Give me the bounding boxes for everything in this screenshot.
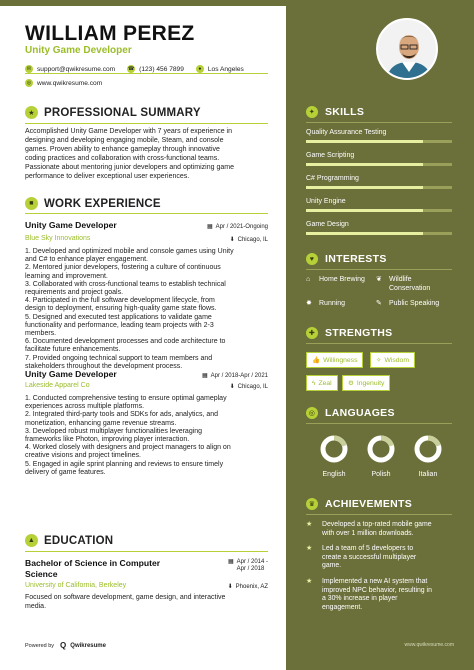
skill-bar-fill bbox=[306, 209, 423, 212]
list-item: experiences across multiple platforms. bbox=[25, 403, 145, 411]
achievement-item: ★ Implemented a new AI system that improved NPC behavior, resulting in a 30% increase in player engagement. bbox=[306, 578, 432, 611]
phone-text: (123) 456 7899 bbox=[139, 65, 184, 73]
list-item: and C# to enhance player engagement. bbox=[25, 256, 148, 264]
trophy-icon: ♛ bbox=[306, 498, 318, 510]
strengths-heading: ✚ STRENGTHS bbox=[306, 327, 392, 339]
language-level-donut bbox=[414, 435, 442, 463]
footer-brand[interactable]: Qwikresume bbox=[70, 642, 106, 649]
experience-divider bbox=[25, 213, 268, 214]
achievement-item: ★ Developed a top-rated mobile game with over 1 million downloads. bbox=[306, 521, 432, 537]
globe-icon: ◎ bbox=[26, 80, 32, 86]
list-item: 4. Participated in the full software development lifecycle, from bbox=[25, 297, 215, 305]
globe-icon: ◎ bbox=[306, 407, 318, 419]
email-icon: ✉ bbox=[26, 66, 32, 72]
skill-label: Game Design bbox=[306, 221, 349, 228]
list-item: 3. Developed robust multiplayer functionalities leveraging bbox=[25, 427, 203, 435]
skill-bar bbox=[306, 209, 452, 212]
interest-home-brewing: ⌂ Home Brewing bbox=[306, 276, 365, 283]
thumbs-up-icon: ★ bbox=[306, 521, 313, 528]
calendar-icon: ▦ bbox=[227, 559, 234, 565]
job-2-title: Unity Game Developer bbox=[25, 369, 117, 379]
interest-public-speaking: ✎ Public Speaking bbox=[376, 300, 440, 307]
footer-site[interactable]: www.qwikresume.com bbox=[404, 642, 454, 648]
contact-row-1 bbox=[25, 65, 256, 73]
briefcase-icon: ■ bbox=[25, 197, 38, 210]
strength-tag: ⚙ Ingenuity bbox=[342, 375, 390, 391]
profile-photo bbox=[376, 18, 438, 80]
list-item: design to deployment, ensuring high-quality game state flows. bbox=[25, 305, 217, 313]
interest-running: ✸ Running bbox=[306, 300, 346, 307]
list-item: 2. Integrated third-party tools and SDKs for ads, analytics, and bbox=[25, 411, 219, 419]
job-1-dates: ▦ Apr / 2021-Ongoing bbox=[206, 223, 268, 230]
qwikresume-logo-icon: Q bbox=[60, 641, 67, 650]
website-text: www.qwikresume.com bbox=[37, 79, 103, 87]
lightbulb-icon: ✧ bbox=[376, 357, 382, 364]
job-1-title: Unity Game Developer bbox=[25, 220, 117, 230]
languages-heading: ◎ LANGUAGES bbox=[306, 407, 395, 419]
candidate-name: WILLIAM PEREZ bbox=[25, 22, 195, 45]
list-item: 1. Conducted comprehensive testing to ensure optimal gameplay bbox=[25, 395, 227, 402]
list-item: 3. Collaborated with cross-functional teams to establish technical bbox=[25, 280, 226, 288]
interest-wildlife: ❦ Wildlife Conservation bbox=[376, 276, 431, 292]
education-divider bbox=[25, 551, 268, 552]
list-item: creative visions and project timelines. bbox=[25, 452, 141, 460]
list-item: members. bbox=[25, 330, 57, 338]
skill-label: Game Scripting bbox=[306, 152, 355, 159]
strength-icon: ✚ bbox=[306, 327, 318, 339]
location-text: Los Angeles bbox=[207, 65, 244, 73]
wildlife-icon: ❦ bbox=[376, 276, 382, 283]
skill-bar bbox=[306, 232, 452, 235]
list-item: 5. Designed and executed test applications to validate game bbox=[25, 313, 212, 321]
achievements-heading: ♛ ACHIEVEMENTS bbox=[306, 498, 412, 510]
skills-heading: ✦ SKILLS bbox=[306, 106, 364, 118]
achievement-item: ★ Led a team of 5 developers to create a successful multiplayer game. bbox=[306, 545, 417, 570]
thumbs-up-icon: 👍 bbox=[312, 357, 321, 364]
public-speaking-icon: ✎ bbox=[376, 300, 382, 307]
footer: Powered by Q Qwikresume bbox=[25, 641, 106, 650]
achievements-divider bbox=[306, 514, 452, 515]
location-icon: ● bbox=[196, 65, 204, 73]
thumbs-up-icon: ★ bbox=[306, 578, 313, 585]
pin-icon: ⬇ bbox=[227, 584, 233, 590]
heart-icon: ♥ bbox=[306, 253, 318, 265]
email-text: support@qwikresume.com bbox=[37, 65, 116, 73]
contact-email[interactable] bbox=[25, 65, 115, 73]
language-level-donut bbox=[320, 435, 348, 463]
strength-tag: ϟ Zeal bbox=[306, 375, 338, 391]
language-label: English bbox=[322, 471, 346, 478]
strength-tag: ✧ Wisdom bbox=[370, 352, 415, 368]
skill-bar-fill bbox=[306, 232, 423, 235]
list-item: 6. Documented development processes and code architecture to bbox=[25, 338, 226, 346]
education-location: ⬇ Phoenix, AZ bbox=[227, 583, 268, 590]
lightbulb-icon: ✦ bbox=[306, 106, 318, 118]
skill-label: Quality Assurance Testing bbox=[306, 129, 387, 136]
skill-bar-fill bbox=[306, 163, 423, 166]
skill-bar bbox=[306, 140, 452, 143]
skill-bar-fill bbox=[306, 186, 423, 189]
home-brewing-icon: ⌂ bbox=[306, 276, 311, 283]
job-2-company: Lakeside Apparel Co bbox=[25, 382, 90, 389]
language-label: Polish bbox=[371, 471, 391, 478]
degree: Bachelor of Science in Computer Science bbox=[25, 558, 161, 579]
list-item: stakeholders throughout the development process. bbox=[25, 362, 183, 370]
job-2-duties bbox=[25, 395, 275, 477]
summary-heading: ★ PROFESSIONAL SUMMARY bbox=[25, 106, 201, 119]
skill-bar bbox=[306, 163, 452, 166]
contact-website[interactable] bbox=[25, 79, 102, 87]
education-focus: Focused on software development, game design, and interactive media. bbox=[25, 594, 226, 610]
list-item: 5. Engaged in agile sprint planning and reviews to ensure timely bbox=[25, 460, 224, 468]
list-item: facilitate future enhancements. bbox=[25, 346, 121, 354]
job-1-duties bbox=[25, 248, 275, 371]
languages-divider bbox=[306, 423, 452, 424]
skill-bar bbox=[306, 186, 452, 189]
list-item: frameworks like Photon, improving player interaction. bbox=[25, 436, 190, 444]
education-heading: ▲ EDUCATION bbox=[25, 534, 113, 547]
graduation-cap-icon: ▲ bbox=[25, 534, 38, 547]
list-item: requirements and project goals. bbox=[25, 289, 124, 297]
summary-text: Accomplished Unity Game Developer with 7 years of experience in designing and developing engaging mobile, Steam, and console games. Proven ability to enhance gameplay through innovative coding practices and collaboration with cross-functional teams. Passionate about mentoring junior developers and optimizing game performance to deliver exceptional user experiences. bbox=[25, 128, 234, 180]
list-item: 4. Worked closely with designers and project managers to align on bbox=[25, 444, 231, 452]
calendar-icon: ▦ bbox=[201, 373, 208, 379]
skill-label: Unity Engine bbox=[306, 198, 346, 205]
school: University of California, Berkeley bbox=[25, 582, 127, 589]
list-item: monetization, enhancing game revenue streams. bbox=[25, 419, 177, 427]
list-item: learning and improvement. bbox=[25, 272, 108, 280]
calendar-icon: ▦ bbox=[206, 224, 213, 230]
list-item: 2. Mentored junior developers, fostering a culture of continuous bbox=[25, 264, 221, 272]
pin-icon: ⬇ bbox=[229, 237, 235, 243]
list-item: delivery of game features. bbox=[25, 468, 106, 476]
contact-row-2 bbox=[25, 79, 114, 87]
pin-icon: ⬇ bbox=[229, 384, 235, 390]
skills-divider bbox=[306, 122, 452, 123]
summary-divider bbox=[25, 123, 268, 124]
contact-phone[interactable] bbox=[127, 65, 184, 73]
skill-bar-fill bbox=[306, 140, 423, 143]
skill-label: C# Programming bbox=[306, 175, 359, 182]
list-item: 1. Developed and optimized mobile and console games using Unity bbox=[25, 248, 234, 255]
language-label: Italian bbox=[418, 471, 438, 478]
job-1-location: ⬇ Chicago, IL bbox=[229, 236, 268, 243]
language-level-donut bbox=[367, 435, 395, 463]
interests-divider bbox=[306, 269, 452, 270]
header-divider bbox=[25, 73, 268, 74]
list-item: 7. Provided ongoing technical support to team members and bbox=[25, 354, 213, 362]
job-1-company: Blue Sky Innovations bbox=[25, 235, 91, 242]
contact-location bbox=[196, 65, 244, 73]
lightning-icon: ϟ bbox=[312, 379, 316, 387]
gear-icon: ⚙ bbox=[348, 380, 354, 387]
running-icon: ✸ bbox=[306, 300, 312, 307]
thumbs-up-icon: ★ bbox=[306, 545, 313, 552]
strength-tag: 👍 Willingness bbox=[306, 352, 363, 368]
experience-heading: ■ WORK EXPERIENCE bbox=[25, 197, 161, 210]
interests-heading: ♥ INTERESTS bbox=[306, 253, 387, 265]
education-dates: ▦ Apr / 2014 - Apr / 2018 bbox=[227, 559, 268, 572]
phone-icon: ☎ bbox=[128, 66, 135, 72]
list-item: functionality and performance, leading team projects with 2-3 bbox=[25, 321, 214, 329]
job-2-location: ⬇ Chicago, IL bbox=[229, 383, 268, 390]
strengths-divider bbox=[306, 343, 452, 344]
job-2-dates: ▦ Apr / 2018-Apr / 2021 bbox=[201, 372, 268, 379]
candidate-title: Unity Game Developer bbox=[25, 45, 132, 56]
summary-icon: ★ bbox=[25, 106, 38, 119]
